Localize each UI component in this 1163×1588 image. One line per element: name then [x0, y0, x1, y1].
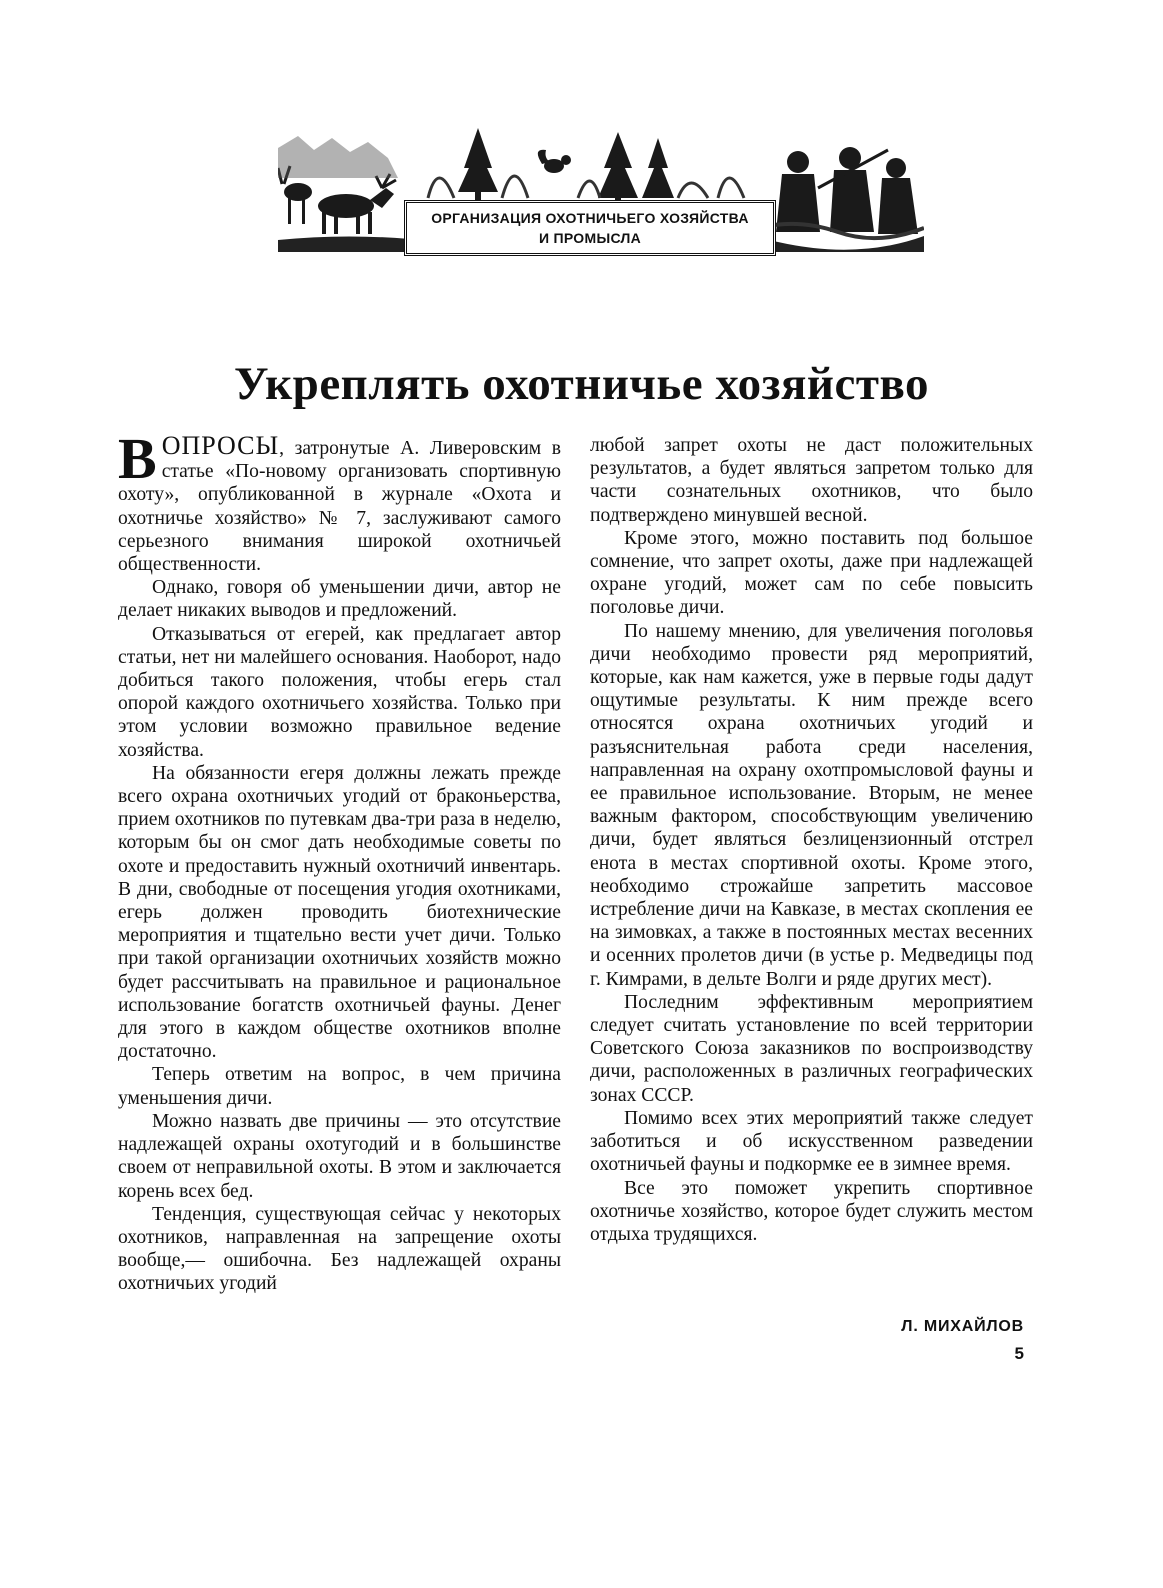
article-paragraph: На обязанности егеря должны лежать прежде всего охрана охотничьих угодий от браконьерства, прием охотников по путевкам два-три раза в неделю, которым бы он смог дать необходимые советы по охоте и предоставить нужный охотничий инвентарь. В дни, свободные от посещения угодия охотниками, егерь должен проводить биотехнические мероприятия и тщательно вести учет дичи. Только при такой организации охотничьих хозяйств можно будет рассчитывать на правильное и рациональное использование богатств охотничьей фауны. Денег для этого в каждом обществе охотников вполне достаточно.	[118, 762, 561, 1063]
article-paragraph: Можно назвать две причины — это отсутствие надлежащей охраны охотугодий и в большинстве своем от неправильной охоты. В этом и заключается корень всех бед.	[118, 1110, 561, 1202]
article-paragraph-lead	[118, 426, 561, 576]
article-paragraph: По нашему мнению, для увеличения поголовья дичи необходимо провести ряд мероприятий, которые, как нам кажется, уже в первые годы дадут ощутимые результаты. К ним прежде всего относятся охрана охотничьих угодий и разъяснительная работа среди населения, направленная на охрану охотпромысловой фауны и ее правильное использование. Вторым, не менее важным фактором, способствующим увеличению дичи, будет являться безлицензионный отстрел енота в местах спортивной охоты. Кроме этого, необходимо строжайше запретить массовое истребление дичи на Кавказе, в местах скопления ее на зимовках, а также в постоянных местах весенних и осенних пролетов дичи (в устье р. Медведицы под г. Кимрами, в дельте Волги и ряде других мест).	[590, 620, 1033, 990]
squirrel-icon	[538, 150, 571, 173]
lead-paragraph-text: , затронутые А. Ливеровским в статье «По-новому организовать спортивную охоту», опубликованной в журнале «Охота и охотничье хозяйство» № 7, заслуживают самого серьезного внимания широкой охотничьей общественности.	[118, 438, 561, 576]
article-paragraph: Последним эффективным мероприятием следует считать установление по всей территории Советского Союза заказников по воспроизводству дичи, расположенных в различных географических зонах СССР.	[590, 991, 1033, 1106]
section-heading-line1: ОРГАНИЗАЦИЯ ОХОТНИЧЬЕГО ХОЗЯЙСТВА	[431, 210, 749, 226]
section-heading	[404, 200, 776, 256]
hunters-icon	[776, 147, 918, 234]
moose-icon	[318, 174, 396, 234]
section-banner	[278, 128, 924, 252]
lead-word: ОПРОСЫ	[161, 431, 280, 460]
article-paragraph: Все это поможет укрепить спортивное охотничье хозяйство, которое будет служить местом отдыха трудящихся.	[590, 1177, 1033, 1245]
article-paragraph: Однако, говоря об уменьшении дичи, автор не делает никаких выводов и предложений.	[118, 577, 561, 622]
section-heading-line2: И ПРОМЫСЛА	[538, 230, 642, 246]
article-paragraph-continuation: любой запрет охоты не даст положительных результатов, а будет являться запретом только для части сознательных охотников, что было подтверждено минувшей весной.	[590, 435, 1033, 526]
drop-cap: В	[118, 426, 157, 491]
article-paragraph: Отказываться от егерей, как предлагает автор статьи, нет ни малейшего основания. Наоборот, надо добиться такого положения, чтобы егерь стал опорой каждого охотничьего хозяйства. Только при этом условии возможно правильное ведение хозяйства.	[118, 623, 561, 761]
article-column-right	[590, 434, 1033, 1246]
page-number: 5	[1014, 1344, 1024, 1363]
author-signature: Л. МИХАЙЛОВ	[901, 1318, 1024, 1335]
article-column-left	[118, 426, 561, 1296]
article-paragraph: Тенденция, существующая сейчас у некоторых охотников, направленная на запрещение охоты вообще,— ошибочна. Без надлежащей охраны охотничьих угодий	[118, 1203, 561, 1295]
article-title: Укреплять охотничье хозяйство	[233, 358, 930, 410]
article-paragraph: Теперь ответим на вопрос, в чем причина уменьшения дичи.	[118, 1064, 561, 1109]
article-paragraph: Кроме этого, можно поставить под большое сомнение, что запрет охоты, даже при надлежащей охране угодий, может сам по себе повысить поголовье дичи.	[590, 527, 1033, 619]
article-paragraph: Помимо всех этих мероприятий также следует заботиться и об искусственном разведении охотничьей фауны и подкормке ее в зимнее время.	[590, 1107, 1033, 1176]
